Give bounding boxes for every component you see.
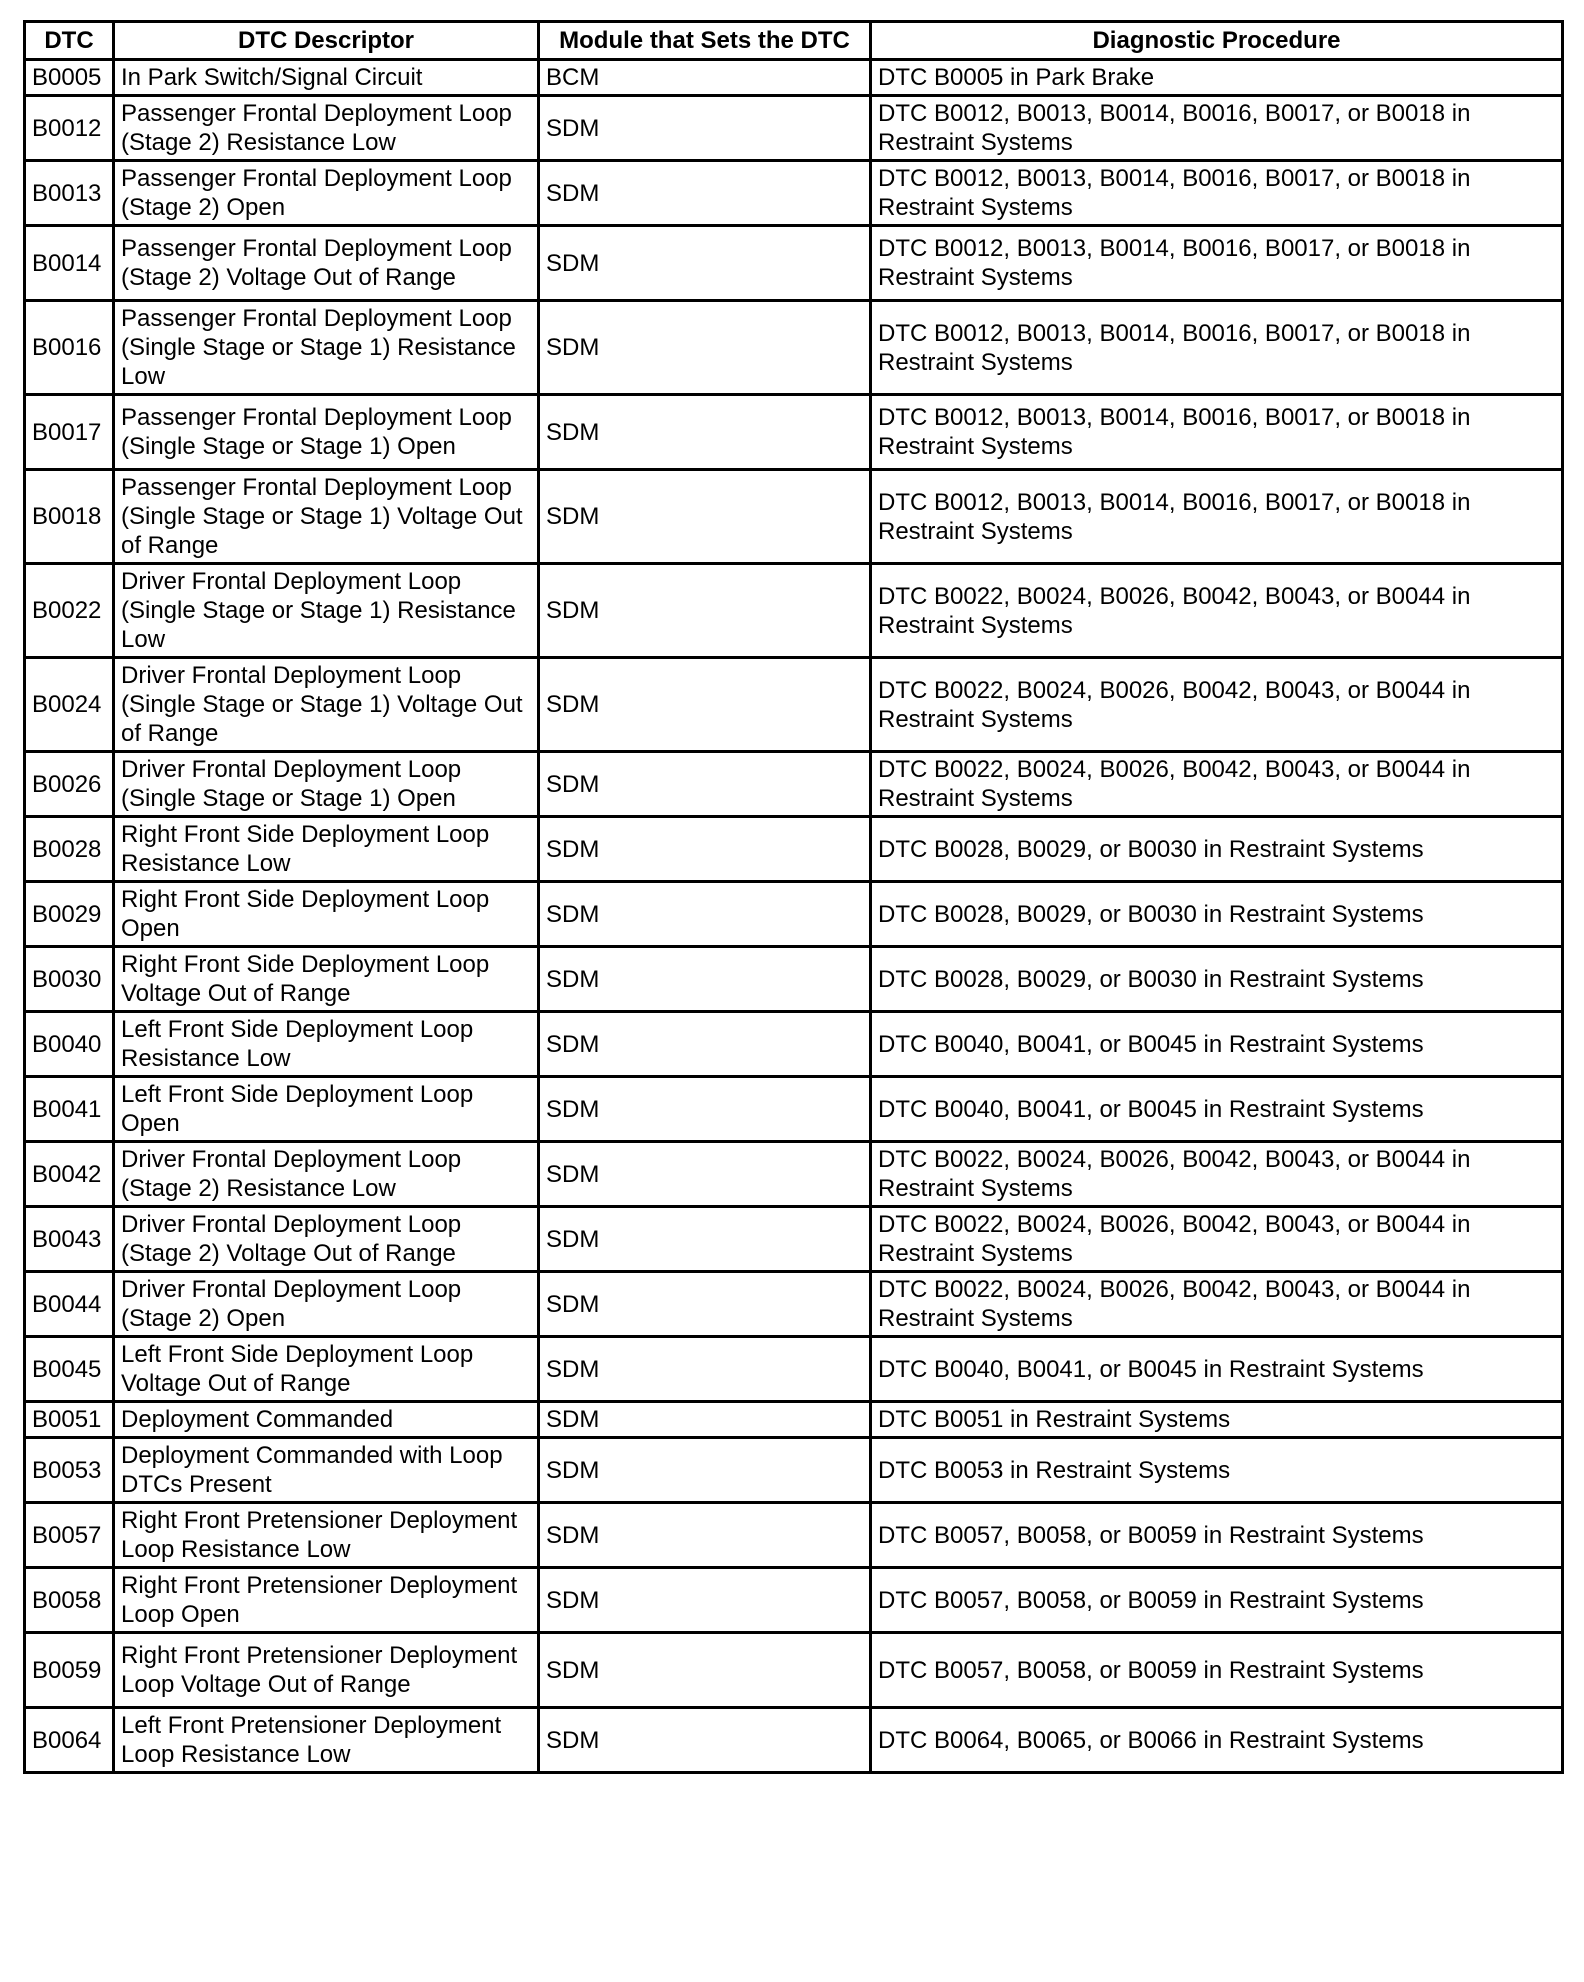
table-row [25, 817, 1563, 882]
cell-dtc: B0005 [25, 60, 114, 96]
cell-procedure: DTC B0012, B0013, B0014, B0016, B0017, or B0018 in Restraint Systems [871, 226, 1563, 301]
cell-procedure: DTC B0040, B0041, or B0045 in Restraint Systems [871, 1012, 1563, 1077]
table-row [25, 752, 1563, 817]
cell-descriptor: Passenger Frontal Deployment Loop (Stage 2) Voltage Out of Range [114, 226, 539, 301]
cell-descriptor: Passenger Frontal Deployment Loop (Single Stage or Stage 1) Voltage Out of Range [114, 470, 539, 564]
cell-descriptor: Passenger Frontal Deployment Loop (Single Stage or Stage 1) Resistance Low [114, 301, 539, 395]
table-row [25, 96, 1563, 161]
header-row [25, 22, 1563, 60]
cell-dtc: B0013 [25, 161, 114, 226]
table-row [25, 658, 1563, 752]
table-row [25, 1272, 1563, 1337]
cell-procedure: DTC B0064, B0065, or B0066 in Restraint Systems [871, 1708, 1563, 1773]
table-row [25, 1633, 1563, 1708]
cell-module: SDM [539, 882, 871, 947]
table-row [25, 1708, 1563, 1773]
cell-module: SDM [539, 1077, 871, 1142]
dtc-table [23, 20, 1564, 1774]
cell-descriptor: Deployment Commanded [114, 1402, 539, 1438]
table-row [25, 564, 1563, 658]
table-row [25, 395, 1563, 470]
cell-dtc: B0028 [25, 817, 114, 882]
cell-procedure: DTC B0057, B0058, or B0059 in Restraint Systems [871, 1568, 1563, 1633]
cell-descriptor: Left Front Side Deployment Loop Open [114, 1077, 539, 1142]
cell-procedure: DTC B0022, B0024, B0026, B0042, B0043, or B0044 in Restraint Systems [871, 752, 1563, 817]
cell-procedure: DTC B0040, B0041, or B0045 in Restraint Systems [871, 1077, 1563, 1142]
header-procedure: Diagnostic Procedure [871, 22, 1563, 60]
cell-descriptor: Right Front Side Deployment Loop Open [114, 882, 539, 947]
cell-procedure: DTC B0012, B0013, B0014, B0016, B0017, or B0018 in Restraint Systems [871, 301, 1563, 395]
cell-descriptor: Passenger Frontal Deployment Loop (Stage 2) Open [114, 161, 539, 226]
cell-module: SDM [539, 395, 871, 470]
cell-dtc: B0030 [25, 947, 114, 1012]
cell-procedure: DTC B0028, B0029, or B0030 in Restraint Systems [871, 947, 1563, 1012]
cell-procedure: DTC B0051 in Restraint Systems [871, 1402, 1563, 1438]
table-row [25, 161, 1563, 226]
cell-descriptor: Passenger Frontal Deployment Loop (Stage 2) Resistance Low [114, 96, 539, 161]
cell-module: SDM [539, 564, 871, 658]
cell-dtc: B0044 [25, 1272, 114, 1337]
cell-module: SDM [539, 658, 871, 752]
cell-module: SDM [539, 1337, 871, 1402]
cell-dtc: B0057 [25, 1503, 114, 1568]
cell-descriptor: Left Front Pretensioner Deployment Loop Resistance Low [114, 1708, 539, 1773]
cell-dtc: B0058 [25, 1568, 114, 1633]
table-row [25, 1077, 1563, 1142]
table-row [25, 1438, 1563, 1503]
cell-module: BCM [539, 60, 871, 96]
table-body [25, 60, 1563, 1773]
cell-dtc: B0040 [25, 1012, 114, 1077]
cell-dtc: B0029 [25, 882, 114, 947]
cell-dtc: B0017 [25, 395, 114, 470]
table-row [25, 1337, 1563, 1402]
cell-module: SDM [539, 301, 871, 395]
cell-procedure: DTC B0022, B0024, B0026, B0042, B0043, or B0044 in Restraint Systems [871, 1207, 1563, 1272]
cell-procedure: DTC B0022, B0024, B0026, B0042, B0043, or B0044 in Restraint Systems [871, 564, 1563, 658]
cell-procedure: DTC B0040, B0041, or B0045 in Restraint Systems [871, 1337, 1563, 1402]
table-row [25, 301, 1563, 395]
cell-dtc: B0042 [25, 1142, 114, 1207]
table-row [25, 226, 1563, 301]
cell-module: SDM [539, 161, 871, 226]
cell-procedure: DTC B0005 in Park Brake [871, 60, 1563, 96]
cell-dtc: B0043 [25, 1207, 114, 1272]
cell-descriptor: Driver Frontal Deployment Loop (Single Stage or Stage 1) Open [114, 752, 539, 817]
cell-descriptor: Right Front Pretensioner Deployment Loop Open [114, 1568, 539, 1633]
table-row [25, 470, 1563, 564]
cell-module: SDM [539, 470, 871, 564]
table-row [25, 1207, 1563, 1272]
cell-descriptor: In Park Switch/Signal Circuit [114, 60, 539, 96]
cell-descriptor: Right Front Pretensioner Deployment Loop Voltage Out of Range [114, 1633, 539, 1708]
cell-module: SDM [539, 1012, 871, 1077]
cell-dtc: B0022 [25, 564, 114, 658]
cell-module: SDM [539, 817, 871, 882]
cell-dtc: B0041 [25, 1077, 114, 1142]
cell-dtc: B0064 [25, 1708, 114, 1773]
cell-module: SDM [539, 752, 871, 817]
cell-descriptor: Passenger Frontal Deployment Loop (Single Stage or Stage 1) Open [114, 395, 539, 470]
cell-dtc: B0045 [25, 1337, 114, 1402]
cell-module: SDM [539, 1438, 871, 1503]
cell-procedure: DTC B0057, B0058, or B0059 in Restraint Systems [871, 1503, 1563, 1568]
cell-procedure: DTC B0012, B0013, B0014, B0016, B0017, or B0018 in Restraint Systems [871, 470, 1563, 564]
cell-descriptor: Driver Frontal Deployment Loop (Single Stage or Stage 1) Resistance Low [114, 564, 539, 658]
cell-module: SDM [539, 1568, 871, 1633]
cell-procedure: DTC B0028, B0029, or B0030 in Restraint Systems [871, 882, 1563, 947]
cell-dtc: B0016 [25, 301, 114, 395]
cell-module: SDM [539, 1633, 871, 1708]
header-module: Module that Sets the DTC [539, 22, 871, 60]
cell-dtc: B0053 [25, 1438, 114, 1503]
cell-dtc: B0014 [25, 226, 114, 301]
cell-descriptor: Right Front Side Deployment Loop Voltage Out of Range [114, 947, 539, 1012]
cell-dtc: B0012 [25, 96, 114, 161]
cell-dtc: B0059 [25, 1633, 114, 1708]
cell-descriptor: Right Front Side Deployment Loop Resistance Low [114, 817, 539, 882]
header-dtc: DTC [25, 22, 114, 60]
cell-descriptor: Left Front Side Deployment Loop Voltage Out of Range [114, 1337, 539, 1402]
cell-module: SDM [539, 1142, 871, 1207]
table-row [25, 60, 1563, 96]
cell-dtc: B0026 [25, 752, 114, 817]
table-row [25, 1142, 1563, 1207]
cell-module: SDM [539, 1503, 871, 1568]
cell-module: SDM [539, 947, 871, 1012]
cell-procedure: DTC B0012, B0013, B0014, B0016, B0017, or B0018 in Restraint Systems [871, 161, 1563, 226]
cell-descriptor: Left Front Side Deployment Loop Resistance Low [114, 1012, 539, 1077]
cell-module: SDM [539, 226, 871, 301]
table-row [25, 882, 1563, 947]
cell-procedure: DTC B0012, B0013, B0014, B0016, B0017, or B0018 in Restraint Systems [871, 395, 1563, 470]
cell-procedure: DTC B0012, B0013, B0014, B0016, B0017, or B0018 in Restraint Systems [871, 96, 1563, 161]
header-descriptor: DTC Descriptor [114, 22, 539, 60]
cell-descriptor: Driver Frontal Deployment Loop (Stage 2) Voltage Out of Range [114, 1207, 539, 1272]
cell-procedure: DTC B0022, B0024, B0026, B0042, B0043, or B0044 in Restraint Systems [871, 1272, 1563, 1337]
table-row [25, 1503, 1563, 1568]
cell-descriptor: Driver Frontal Deployment Loop (Stage 2) Resistance Low [114, 1142, 539, 1207]
cell-module: SDM [539, 96, 871, 161]
cell-procedure: DTC B0053 in Restraint Systems [871, 1438, 1563, 1503]
cell-module: SDM [539, 1272, 871, 1337]
cell-dtc: B0018 [25, 470, 114, 564]
cell-module: SDM [539, 1207, 871, 1272]
cell-dtc: B0051 [25, 1402, 114, 1438]
cell-descriptor: Driver Frontal Deployment Loop (Stage 2) Open [114, 1272, 539, 1337]
cell-procedure: DTC B0028, B0029, or B0030 in Restraint Systems [871, 817, 1563, 882]
table-row [25, 1568, 1563, 1633]
cell-dtc: B0024 [25, 658, 114, 752]
cell-descriptor: Deployment Commanded with Loop DTCs Present [114, 1438, 539, 1503]
cell-procedure: DTC B0022, B0024, B0026, B0042, B0043, or B0044 in Restraint Systems [871, 1142, 1563, 1207]
cell-descriptor: Right Front Pretensioner Deployment Loop Resistance Low [114, 1503, 539, 1568]
table-row [25, 947, 1563, 1012]
cell-module: SDM [539, 1402, 871, 1438]
cell-procedure: DTC B0057, B0058, or B0059 in Restraint Systems [871, 1633, 1563, 1708]
cell-descriptor: Driver Frontal Deployment Loop (Single Stage or Stage 1) Voltage Out of Range [114, 658, 539, 752]
table-row [25, 1012, 1563, 1077]
table-row [25, 1402, 1563, 1438]
table-header [25, 22, 1563, 60]
cell-module: SDM [539, 1708, 871, 1773]
cell-procedure: DTC B0022, B0024, B0026, B0042, B0043, or B0044 in Restraint Systems [871, 658, 1563, 752]
